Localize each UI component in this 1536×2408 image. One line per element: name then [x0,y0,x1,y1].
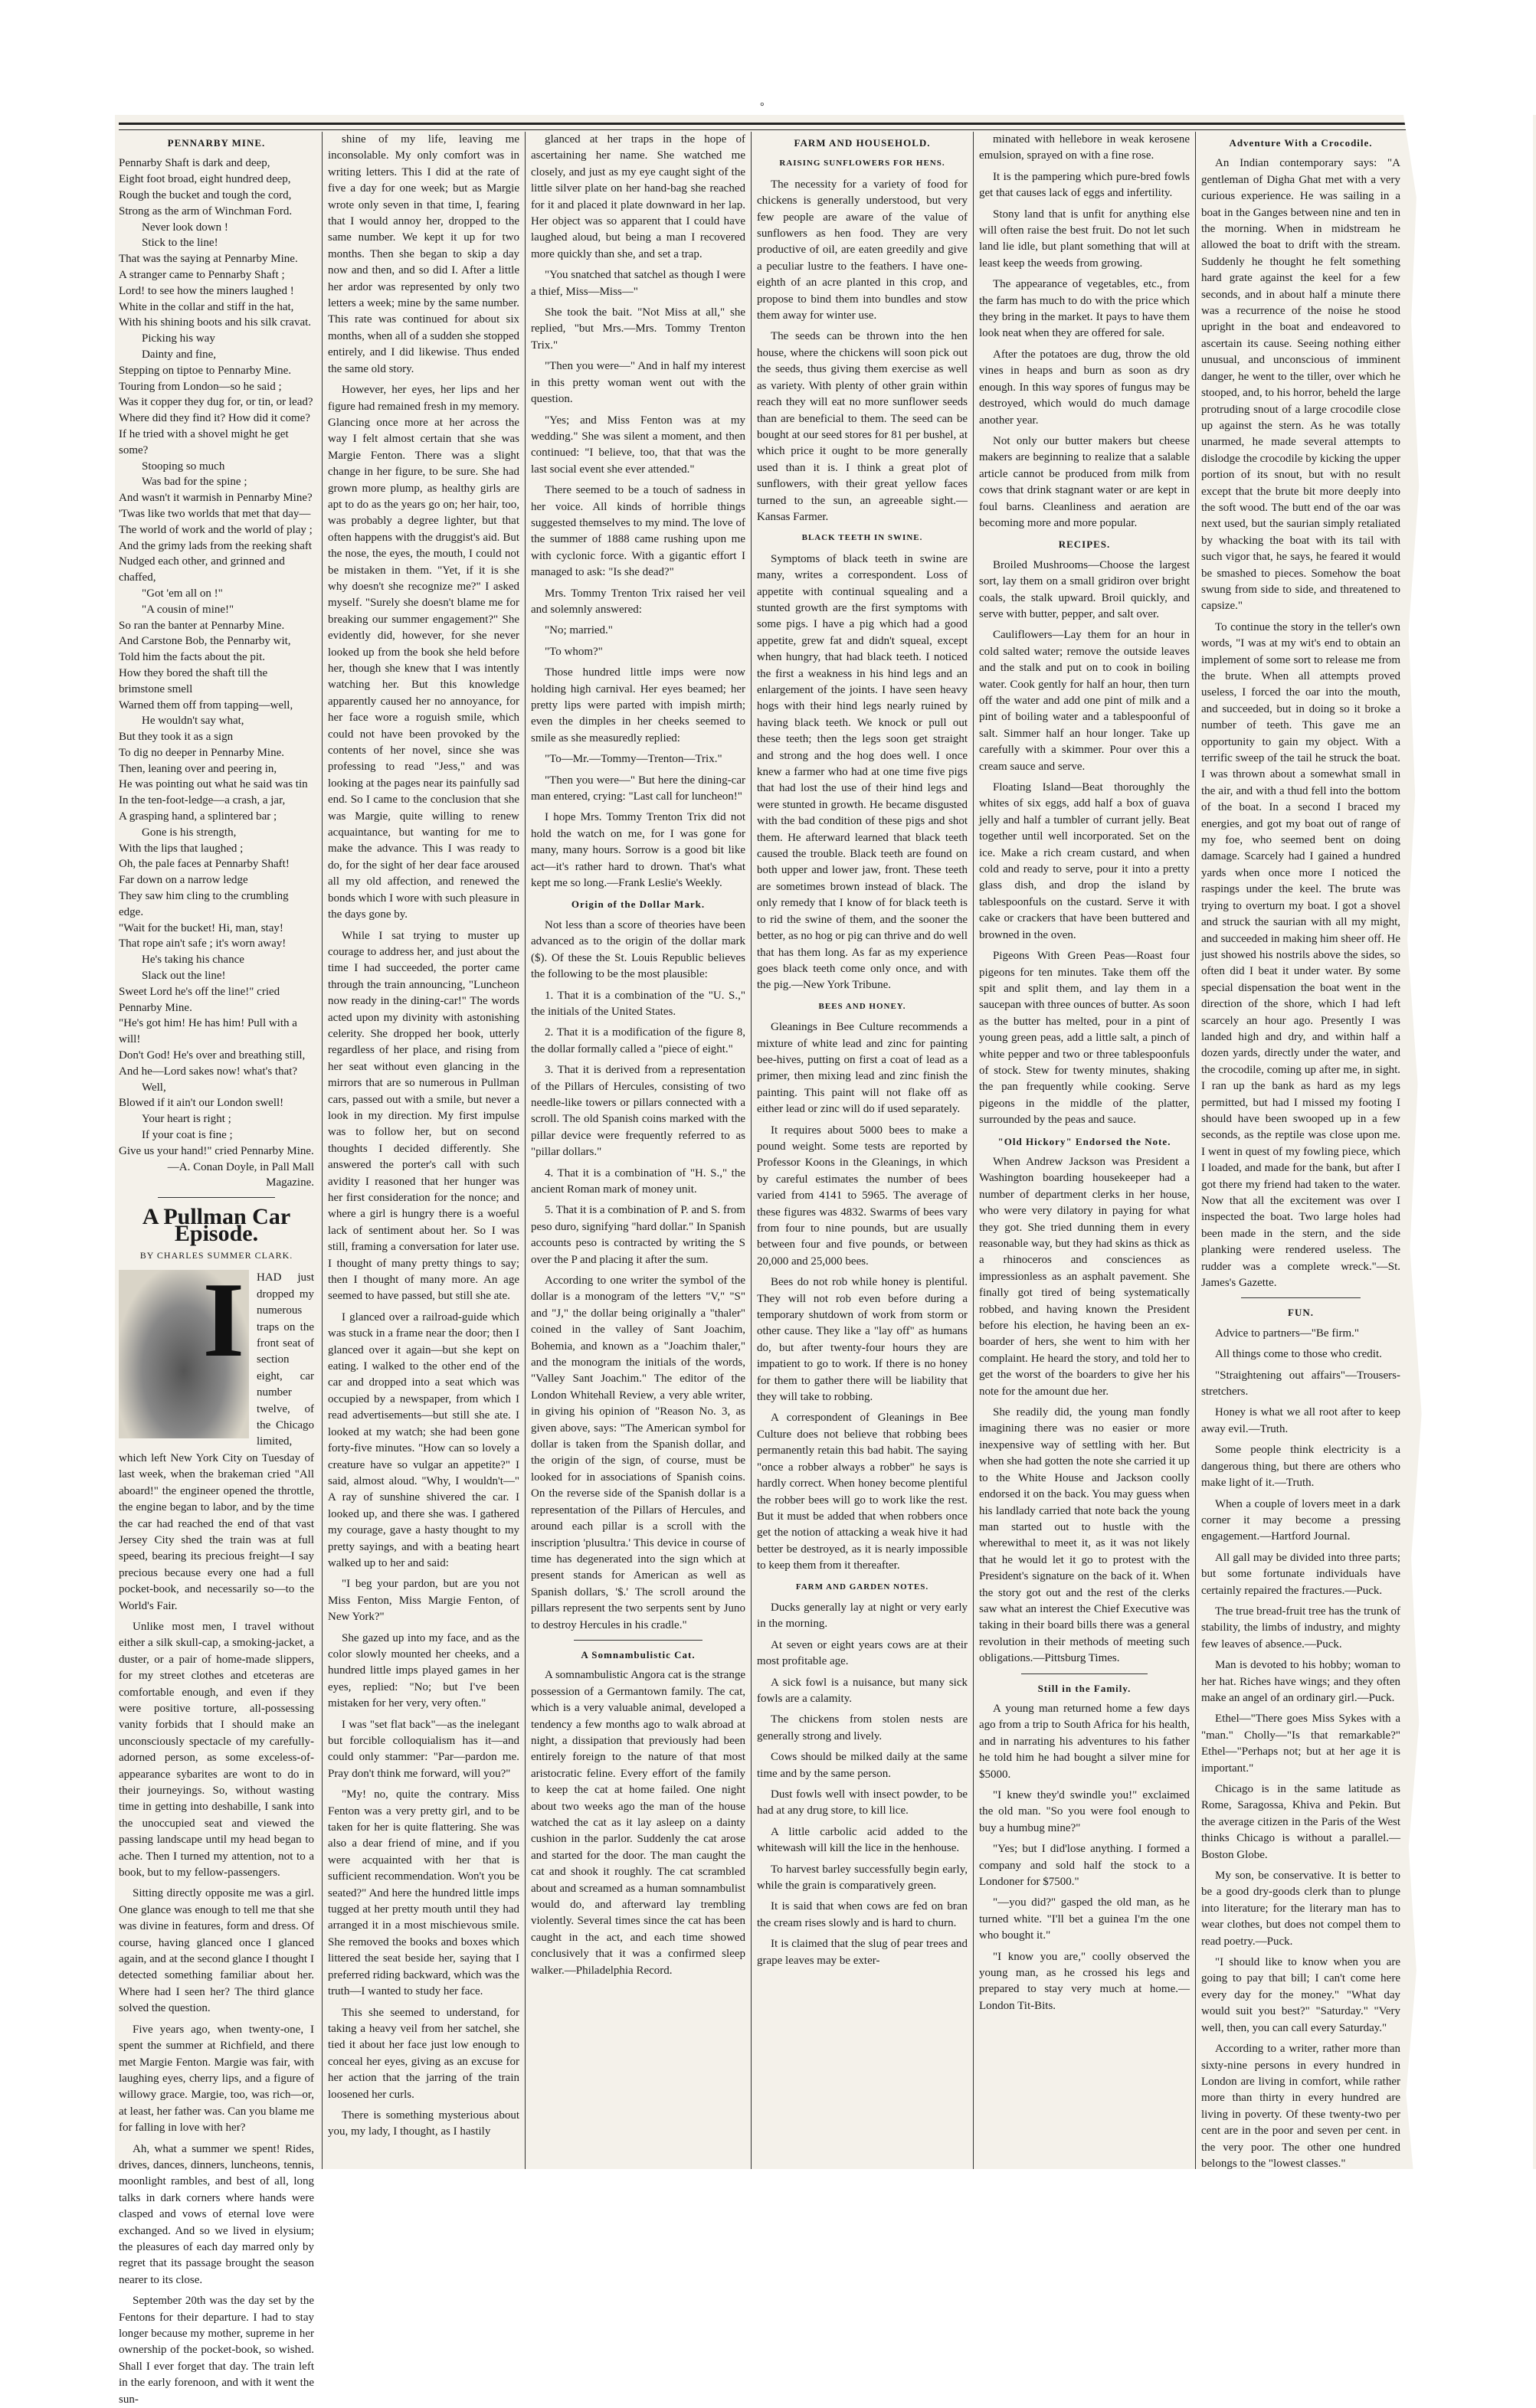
poem-line: And Carstone Bob, the Pennarby wit, [119,635,291,648]
paragraph: All things come to those who credit. [1215,1348,1382,1361]
paragraph: Man is devoted to his hobby; woman to her hat. Riches have wings; and they often make an angel of an ordinary girl.—Puck. [1201,1659,1400,1704]
poem-line: Don't God! He's over and breathing still, [119,1049,306,1062]
paragraph: She readily did, the young man fondly imagining there was no easier or more inexpensive way of settling with her. But when she had gotten the note she carried it up to the White House and Jackson coolly endorsed it on the back. You may guess when his landlady carried that note back the young man started out to hustle with the wherewithal to meet it, as it was not likely that he would let it go to protest with the President's signature on the back of it. When the story got out and the rest of the clerks saw what an interest the Chief Executive was taking in their board bills there was a general revolution in their methods of meeting such obligations.—Pittsburg Times. [979,1406,1190,1665]
torn-page-edge [1403,115,1533,2177]
poem-line: Well, [142,1081,166,1094]
paragraph: Honey is what we all root after to keep away evil.—Truth. [1201,1406,1400,1435]
paragraph: A little carbolic acid added to the whitewash will kill the lice in the henhouse. [757,1825,968,1855]
paragraph: "No; married." [545,624,613,637]
paragraph: Cows should be milked daily at the same time and by the same person. [757,1751,968,1780]
poem-line: To dig no deeper in Pennarby Mine. [119,746,284,759]
section-divider [574,1640,702,1641]
paragraph: An Indian contemporary says: "A gentleman of Digha Ghat met with a very curious experience. He was sailing in a boat in the Ganges between nine and ten in the morning. When in midstream he allowed the boat to drift with the stream. Suddenly he thought he felt something hard grate against the keel for a few seconds, and in about half a minute there was a recurrence of the noise he stood upright in the boat and endeavored to ascertain its cause. Seeing nothing either unusual, and unconscious of imminent danger, he went to the tiller, over which he stooped, and, to his horror, beheld the large protruding snout of a large crocodile close up against the stern. As he was totally unarmed, he made several attempts to dislodge the crocodile by kicking the upper portion of its snout, but with no result except that the brute bit more deeply into the soft wood. The butt end of the oar was next used, but the saurian simply retaliated by whacking the boat with its tail with such vigor that, he says, he feared it would be smashed to pieces. Somehow the boat swung from side to side, and threatened to capsize." [1201,157,1400,613]
paragraph: shine of my life, leaving me inconsolable. My only comfort was in writing letters. This I did at the rate of five a day for one week; but as Margie wrote only seven in that time, I, fearing that I would annoy her, dropped to the same number. We kept it up for two months. Then she began to skip a day now and then, and so did I. After a little her ardor was represented by only two letters a week; mine by the same number. This rate was continued for about six months, when all of a sudden she stopped entirely, and I did likewise. Thus ended the same old story. [328,133,519,375]
paragraph: "To—Mr.—Tommy—Trenton—Trix." [545,753,722,766]
paragraph: Five years ago, when twenty-one, I spent the summer at Richfield, and there met Margie Fenton. Margie was fair, with laughing eyes, cherry lips, and a figure of willowy grace. Margie, too, was rich—or, at least, her father was. Can you blame me for falling in love with her? [119,2023,314,2135]
column-rule [973,132,974,2169]
paragraph: Ducks generally lay at night or very early in the morning. [757,1601,968,1631]
poem-line: Sweet Lord he's off the line!" cried Pennarby Mine. [119,985,280,1014]
poem-line: "He's got him! He has him! Pull with a will! [119,1017,297,1046]
paragraph: Symptoms of black teeth in swine are many, writes a correspondent. Loss of appetite with continual squealing and a stunted growth are the first symptoms with some pigs. I have a pig which had a good appetite, grew fat and didn't squeal, except when hungry, that had black teeth. I noticed the first a weakness in his hind legs and an enlargement of the joints. I have seen heavy hogs with their hind legs nearly ruined by having black teeth. We knock or pull out these teeth; then the legs soon get straight and strong and the hog does well. I once knew a farmer who had at one time five pigs that had lost the use of their hind legs and were stunted in growth. He became disgusted with the bad condition of these pigs and shot them. He afterward learned that black teeth caused the trouble. Black teeth are found on both upper and lower jaw, front. These teeth are sometimes brown instead of black. The only remedy that I know of for black teeth is to rid the swine of them, and the sooner the better, as no hog or pig can thrive and do well that has them long. As far as my experience goes black teeth come only once, and with the pig.—New York Tribune. [757,552,968,992]
garden-notes [757,1600,968,1969]
paragraph: Advice to partners—"Be firm." [1215,1327,1360,1340]
paragraph: According to one writer the symbol of the dollar is a monogram of the letters "V," "S" and "J," the dollar being originally a "thaler" coined in the valley of Sant Joachim, Bohemia, and known as a "Joachim thaler," and the monogram the initials of the words, "Valley Sant Joachim." The editor of the London Whitehall Review, a very able writer, in giving his opinion of "Reason No. 3, as given above, says: "The American symbol for dollar is taken from the Spanish dollar, and the origin of the sign, of course, must be looked for in associations of Spanish coins. On the reverse side of the Spanish dollar is a representation of the Pillars of Hercules, and around each pillar is a scroll with the inscription 'plusultra.' This device in course of time has degenerated into the sign which at present stands for American as well as Spanish dollars, '$.' The scroll around the pillars represent the two serpents sent by Juno to destroy Hercules in his cradle." [531,1274,745,1631]
paragraph: The true bread-fruit tree has the trunk of stability, the limbs of industry, and mighty few leaves of absence.—Puck. [1201,1605,1400,1651]
poem-line: With the lips that laughed ; [119,842,244,855]
poem-line: Oh, the pale faces at Pennarby Shaft! [119,858,290,871]
paragraph: There seemed to be a touch of sadness in her voice. All kinds of horrible things suggested themselves to my mind. The love of the summer of 1888 came rushing upon me with cyclonic force. With a gigantic effort I managed to ask: "Is she dead?" [531,484,745,579]
poem-line: But they took it as a sign [119,731,234,744]
paragraph: All gall may be divided into three parts; but some fortunate individuals have certainly repaired the fractures.—Puck. [1201,1551,1400,1597]
black-teeth-article [757,551,968,994]
poem-line: If your coat is fine ; [142,1129,233,1142]
paragraph: It is said that when cows are fed on bran the cream rises slowly and is hard to churn. [757,1900,968,1929]
paragraph: glanced at her traps in the hope of ascertaining her name. She watched me closely, and just as my eye caught sight of the little silver plate on her hand-bag she reached for it and placed it plate downward in her lap. Her object was so apparent that I could have laughed aloud, but being a man I recovered more quickly than she, and set a trap. [531,133,745,260]
page-mark: ° [760,101,765,113]
poem-line: The world of work and the world of play ; [119,523,313,536]
paragraph: "You snatched that satchel as though I were a thief, Miss—Miss—" [531,269,745,298]
paragraph: 1. That it is a combination of the "U. S.," the initials of the United States. [531,989,745,1018]
farm-household-title: FARM AND HOUSEHOLD. [794,137,931,149]
paragraph: The seeds can be thrown into the hen house, where the chickens will soon pick out the seeds, thus giving them exercise as well as variety. With plenty of other grain within reach they will eat no more sunflower seeds than are beneficial to them. The seed can be bought at our seed stores for 81 per bushel, at which price it ought to be more generally used than it is. I think a great plot of sunflowers, with their great yellow faces turned to the sun, an agreeable sight.—Kansas Farmer. [757,330,968,523]
poem-line: A grasping hand, a splintered bar ; [119,810,277,823]
poem-line: Your heart is right ; [142,1113,231,1126]
paragraph: When Andrew Jackson was President a Washington boarding housekeeper had a number of department clerks in her house, who were very dilatory in paying for what they got. She tried dunning them in every reasonable way, but they had skins as thick as a rhinoceros and consciences as impressionless as an asphalt pavement. She finally got tired of being systematically robbed, and having known the President before his election, he having been an ex-boarder of hers, she went to him with her complaint. He heard the story, and told her to get the worst of the boarders to give her his note for the amount due her. [979,1155,1190,1398]
black-teeth-title: BLACK TEETH IN SWINE. [801,533,923,543]
fun-column [1201,1326,1400,2173]
paragraph: Not only our butter makers but cheese makers are beginning to realize that a salable article cannot be produced from milk from cows that drink stagnant water or are kept in foul barns. Cleanliness and aeration are becoming more and more popular. [979,434,1190,529]
bees-title: BEES AND HONEY. [818,1001,906,1011]
paragraph: This she seemed to understand, for taking a heavy veil from her satchel, she tied it about her face just low enough to conceal her eyes, giving as an excuse for her action that the jarring of the train loosened her curls. [328,2006,519,2101]
paragraph: According to a writer, rather more than sixty-nine persons in every hundred in London are living in comfort, while rather more than thirty in every hundred are living in poverty. Of these twenty-two per cent are in the poor and seven per cent. in the very poor. The other one hundred belongs to the "lowest classes." [1201,2043,1400,2170]
poem-line: He was pointing out what he said was tin [119,778,308,791]
paragraph: Pigeons With Green Peas—Roast four pigeons for ten minutes. Take them off the spit and split them, and lay them in a saucepan with three ounces of butter. As soon as the butter has melted, pour in a pint of young green peas, add a little salt, a pinch of white pepper and two or three tablespoonfuls of stock. Stew for twenty minutes, shaking the pan frequently while cooking. Serve pigeons in the middle of the platter, surrounded by the peas and sauce. [979,950,1190,1127]
poem-line: And he—Lord sakes now! what's that? [119,1065,298,1078]
poem-line: Slack out the line! [142,970,226,983]
poem-line: "Got 'em all on !" [142,587,223,600]
paragraph: 3. That it is derived from a representation of the Pillars of Hercules, consisting of two needle-like towers or pillars connected with a scroll. The old Spanish coins marked with the pillar device were frequently referred to as "pillar dollars." [531,1064,745,1159]
section-divider [1021,1673,1148,1674]
ruined-tower-illustration [119,1261,249,1438]
paragraph: A sick fowl is a nuisance, but many sick fowls are a calamity. [757,1676,968,1705]
cat-title: A Somnambulistic Cat. [581,1648,696,1660]
poem [119,155,314,1191]
column-3 [531,132,745,2169]
paragraph: I was "set flat back"—as the inelegant but forcible colloquialism has it—and could only stammer: "Par—pardon me. Pray don't think me forward, will you?" [328,1718,519,1780]
top-rule [119,123,1532,130]
paragraph: "Then you were—" And in half my interest in this pretty woman went out with the question. [531,360,745,406]
paragraph: Those hundred little imps were now holding high carnival. Her eyes beamed; her pretty lips were parted with impish mirth; even the dimples in her cheeks seemed to smile as she measuredly replied: [531,666,745,744]
sunflowers-title: RAISING SUNFLOWERS FOR HENS. [779,159,945,168]
column-6 [1201,132,1400,2169]
paragraph: A correspondent of Gleanings in Bee Culture does not believe that robbing bees permanently retain this bad habit. The saying "once a robber always a robber" he says is hardly correct. When honey become plentiful the robber bees will go to work like the rest. But it must be added that when robbers once get the notion of attacking a weak hive it had better be destroyed, as it is nearly impossible to keep them from it thereafter. [757,1412,968,1572]
story-byline: BY CHARLES SUMMER CLARK. [139,1250,293,1261]
paragraph: Ah, what a summer we spent! Rides, drives, dances, dinners, luncheons, tennis, moonlight rambles, and best of all, long talks in dark corners where hands were clasped and vows of eternal love were exchanged. And so we lived in elysium; the pleasures of each day marred only by regret that its passage brought the season nearer to its close. [119,2142,314,2286]
poem-line: And wasn't it warmish in Pennarby Mine? [119,492,313,505]
paragraph: "—you did?" gasped the old man, as he turned white. "I'll bet a guinea I'm the one who bought it." [979,1896,1190,1942]
paragraph: To harvest barley successfully begin early, while the grain is comparatively green. [757,1863,968,1893]
story-continued [531,132,745,892]
poem-line: How they bored the shaft till the brimstone smell [119,666,268,695]
paragraph: It requires about 5000 bees to make a pound weight. Some tests are reported by Professor Koons in the Gleanings, in which by careful estimates the number of bees varied from 4141 to 5965. The average of these figures was 4832. Swarms of bees vary from four to nine pounds, but are usually between four and five pounds, or between 20,000 and 25,000 bees. [757,1124,968,1268]
paragraph: Mrs. Tommy Trenton Trix raised her veil and solemnly answered: [531,587,745,616]
poem-line: "A cousin of mine!" [142,603,234,616]
paragraph: Some people think electricity is a dangerous thing, but there are others who make light of it.—Truth. [1201,1444,1400,1490]
column-5 [979,132,1190,2169]
poem-line: That was the saying at Pennarby Mine. [119,253,298,266]
drop-cap: I [202,1261,244,1380]
poem-line: Was it copper they dug for, or tin, or lead? [119,396,313,409]
poem-line: With his shining boots and his silk cravat. [119,316,312,329]
poem-line: They saw him cling to the crumbling edge. [119,890,289,918]
garden-notes-title: FARM AND GARDEN NOTES. [795,1582,929,1592]
paragraph: To continue the story in the teller's own words, "I was at my wit's end to obtain an implement of some sort to release me from the brute. When all attempts proved useless, I forced the oar into the mouth, and succeeded, but in doing so it broke a number of teeth. This gave me an opportunity to gain my object. With a terrific sweep of the tail he struck the boat. I was thrown about a somewhat small in the air, and with a thud fell into the bottom of the boat. In a second I braced my energies, and got my boat out of range of my foe, who seemed bent on doing damage. Scarcely had I gained a hundred yards when once more I noticed the raspings under the keel. The brute was trying to overturn my boat. I got a shovel and struck the saurian with all my might, and succeeded in making him sheer off. He just showed his nostrils above the sides, so often did I beat it under water. By some special dispensation the boat went in the direction of the shore, which I had left scarcely an hour ago. Presently I was landed high and dry, and within half a dozen yards, directly under the water, and the crocodile, coming up after me, in sight. I ran up the bank as hard as my legs permitted, but had I missed my footing I should have been swooped up in a few seconds, as the reptile was close upon me. I went in quest of my fowling piece, which I loaded, and made for the bank, but after I got there my friend had taken to the water. Now that all the excitement was over I inspected the boat. Two large holes had been made in the stern, and the side planking were rendered useless. The rudder was a complete wreck."—St. James's Gazette. [1201,620,1400,1290]
section-divider [158,1197,275,1198]
poem-line: Then, leaning over and peering in, [119,762,277,775]
poem-line: White in the collar and stiff in the hat, [119,300,294,313]
paragraph: Sitting directly opposite me was a girl. One glance was enough to tell me that she was divine in features, form and dress. Of course, having glanced once I glanced again, and at the second glance I thought I detected something familiar about her. Where had I seen her? The third glance solved the question. [119,1887,314,2015]
poem-line: So ran the banter at Pennarby Mine. [119,619,285,632]
paragraph: "I know you are," coolly observed the young man, as he crossed his legs and prepared to stay very much at home.—London Tit-Bits. [979,1950,1190,2012]
paragraph: When a couple of lovers meet in a dark corner it may become a pressing engagement.—Hartford Journal. [1201,1497,1400,1543]
column-rule [322,132,323,2169]
paragraph: My son, be conservative. It is better to be a good dry-goods clerk than to plunge into literature; for the literary man has to wear clothes, but does not compel them to read poetry.—Puck. [1201,1870,1400,1948]
paragraph: Unlike most men, I travel without either a silk skull-cap, a smoking-jacket, a duster, or a pair of home-made slippers, for my street clothes and etceteras are comfortable enough, and even if they were positive torture, all-possessing vanity forbids that I should make an unconsciously spectacle of my carefully-adorned person, as some exceless-of-appearance sybarites are wont to do in their journeyings. So, without wasting time in getting into deshabille, I sank into the unoccupied seat and viewed the passing landscape until my head began to ache. Then I turned my attention, not to a book, but to my fellow-passengers. [119,1620,314,1880]
column-1 [119,132,314,2406]
paragraph: Cauliflowers—Lay them for an hour in cold salted water; remove the outside leaves and the stalk and put on to cook in boiling water. Cook gently for half an hour, then turn off the water and add one pint of milk and a pint of boiling water and a tablespoonful of salt. Simmer half an hour longer. Take up carefully with a skimmer. Pour over this a cream sauce and serve. [979,629,1190,773]
story-title: A Pullman Car Episode. [142,1204,291,1246]
poem-line: In the ten-foot-ledge—a crash, a jar, [119,794,286,807]
paragraph: "My! no, quite the contrary. Miss Fenton was a very pretty girl, and to be taken for her is quite flattering. She was also a dear friend of mine, and if you were acquainted with her that is sufficient recommendation. Won't you be seated?" And here the hundred little imps tugged at her pretty mouth until they had arranged it in a most mischievous smile. She removed the books and boxes which littered the seat beside her, saying that I preferred riding backward, which was the truth—I wanted to study her face. [328,1788,519,1998]
paragraph: She took the bait. "Not Miss at all," she replied, "but Mrs.—Mrs. Tommy Trenton Trix." [531,306,745,352]
poem-line: Blowed if it ain't our London swell! [119,1097,284,1110]
paragraph: After the potatoes are dug, throw the old vines in heaps and burn as soon as dry enough. In this way spores of fungus may be destroyed, which would do much damage another year. [979,348,1190,427]
bees-article [757,1019,968,1574]
paragraph: "Straightening out affairs"—Trousers-stretchers. [1201,1369,1400,1399]
column-rule [751,132,752,2169]
paragraph: She gazed up into my face, and as the color slowly mounted her cheeks, and a hundred little imps played games in her eyes, replied: "No; but I've been mistaken for her very, very often." [328,1631,519,1710]
poem-line: Lord! to see how the miners laughed ! [119,284,294,297]
poem-line: Warned them off from tapping—well, [119,699,293,712]
poem-line: Eight foot broad, eight hundred deep, [119,173,291,186]
paragraph: "To whom?" [545,645,603,658]
poem-line: 'Twas like two worlds that met that day— [119,507,311,520]
farm-notes-continued [979,132,1190,532]
poem-line: Touring from London—so he said ; [119,380,282,393]
paragraph: The necessity for a variety of food for chickens is generally understood, but very few people are aware of the value of sunflowers as hen food. They are very productive of oil, are eaten greedily and give a peculiar lustre to the feathers. I have one-eighth of an acre planted in this crop, and propose to bind them into bundles and stow them away for winter use. [757,178,968,322]
paragraph: 2. That it is a modification of the figure 8, the dollar formally called a "piece of eight." [531,1026,745,1055]
paragraph: However, her eyes, her lips and her figure had remained fresh in my memory. Glancing once more at her across the way I felt almost certain that she was Margie Fenton. There was a slight change in her figure, to be sure. She had grown more plump, as healthy girls are apt to do as the years go on; her hair, too, was probably a degree lighter, but that often happens with the druggist's aid. But the nose, the eyes, the mouth, I could not be mistaken in them. "Yet, if it is she why doesn't she recognize me?" I asked myself. "Surely she doesn't blame me for breaking our summer engagement?" She evidently did, however, for she never looked up from the book she held before her, though she knew that I was intently watching her. But this knowledge apparently caused her no annoyance, for her face wore a roguish smile, which could not have been provoked by the contents of her novel, since she was professing to read "Jess," and was looking at the pages near its painfully sad end. So I came to the conclusion that she was Margie, quite willing to renew acquaintance, but wanting for me to make the advance. This I was ready to do, for the sight of her dear face aroused all my old affection, and renewed the bonds which I wore with such pleasure in the days gone by. [328,384,519,921]
old-hickory-title: "Old Hickory" Endorsed the Note. [997,1135,1171,1147]
sunflowers-article [757,177,968,526]
paragraph: Chicago is in the same latitude as Rome, Saragossa, Khiva and Pekin. But the average citizen in the Paris of the West thinks Chicago is without a parallel.—Boston Globe. [1201,1783,1400,1861]
old-hickory-article [979,1154,1190,1667]
poem-line: Told him the facts about the pit. [119,651,265,664]
paragraph: Floating Island—Beat thoroughly the whites of six eggs, add half a box of guava jelly and half a tumbler of currant jelly. Beat together until well incorporated. Set on the ice. Make a rich cream custard, and when cold and ready to serve, pour it into a pretty glass dish, and drop the island by tablespoonfuls on the custard. Serve it with cake or crackers that have been buttered and browned in the oven. [979,781,1190,941]
paragraph: "I beg your pardon, but are you not Miss Fenton, Miss Margie Fenton, of New York?" [328,1578,519,1624]
column-2 [328,132,519,2169]
poem-line: "Wait for the bucket! Hi, man, stay! [119,921,283,934]
story-continued [328,132,519,2141]
paragraph: Broiled Mushrooms—Choose the largest sort, lay them on a small gridiron over bright coals, the stalk upward. Broil quickly, and serve with butter, pepper, and salt over. [979,558,1190,620]
paragraph: "Yes; and Miss Fenton was at my wedding." She was silent a moment, and then continued: "I believe, too, that that was the last social event she ever attended." [531,414,745,476]
poem-line: Strong as the arm of Winchman Ford. [119,204,293,218]
paragraph: September 20th was the day set by the Fentons for their departure. I had to stay longer because my mother, supreme in her ownership of the pocket-book, so wished. Shall I ever forget that day. The train left in the early forenoon, and with it went the sun- [119,2295,314,2406]
poem-title: PENNARBY MINE. [167,137,266,149]
paragraph: There is something mysterious about you, my lady, I thought, as I hastily [328,2109,519,2138]
poem-line: Give us your hand!" cried Pennarby Mine. [119,1144,314,1157]
paragraph: A somnambulistic Angora cat is the strange possession of a Germantown family. The cat, which is a very valuable animal, developed a tendency a few months ago to walk abroad at night, a dissipation that previously had been entirely foreign to the nature of that most aristocratic feline. Every effort of the family to keep the cat at home failed. One night about two weeks ago the man of the house watched the cat as it lay asleep on a dainty cushion in the parlor. Suddenly the cat arose and started for the door. The man caught the cat and shook it roughly. The cat scrambled about and screamed as a human somnambulist would do, and afterward lay trembling violently. Several times since the cat has been caught in the act, and each time showed conclusively that it was a confirmed sleep walker.—Philadelphia Record. [531,1669,745,1977]
poem-line: Far down on a narrow ledge [119,874,248,887]
poem-line: Stooping so much [142,460,225,473]
poem-line: And the grimy lads from the reeking shaft [119,539,313,552]
paragraph: Not less than a score of theories have been advanced as to the origin of the dollar mark ($). Of these the St. Louis Republic believes the following to be the most plausible: [531,918,745,981]
still-in-family-title: Still in the Family. [1037,1682,1132,1694]
still-in-family-article [979,1701,1190,2014]
poem-line: Gone is his strength, [142,826,237,839]
poem-line: Stick to the line! [142,237,218,250]
poem-line: Never look down ! [142,221,228,234]
poem-line: Nudged each other, and grinned and chaffed, [119,555,285,584]
paragraph: The appearance of vegetables, etc., from the farm has much to do with the price which they bring in the market. It pays to have them look neat when they are offered for sale. [979,278,1190,340]
crocodile-title: Adventure With a Crocodile. [1229,137,1373,149]
poem-line: Picking his way [142,332,215,345]
dollar-mark-article [531,918,745,1634]
paragraph: A young man returned home a few days ago from a trip to South Africa for his health, and in narrating his adventures to his father he told him he had bought a silver mine for $5000. [979,1702,1190,1781]
poem-line: Rough the bucket and tough the cord, [119,189,292,201]
paragraph: minated with hellebore in weak kerosene emulsion, sprayed on with a fine rose. [979,133,1190,162]
story-body [119,1270,314,2408]
poem-line: He wouldn't say what, [142,715,244,728]
paragraph: While I sat trying to muster up courage to address her, and just about the time I had succeeded, the porter came through the train announcing, "Luncheon now ready in the dining-car!" The words acted upon my divinity with astonishing celerity. She dropped her book, utterly regardless of her place, and rising from her seat without even glancing in the mirrors that are so numerous in Pullman cars, passed out with a smile, but never a look in my direction. My first impulse was to follow her, but on second thoughts I decided differently. She answered the porter's call with such avidity I reasoned that her hunger was her first consideration for the nonce; and where a girl is hungry there is a woeful lack of sentiment about her. So I was still, framing a conversation for later use. I thought of many pretty things to say; then I thought of many more. An age seemed to have passed, but still she ate. [328,929,519,1303]
poem-line: —A. Conan Doyle, in Pall Mall Magazine. [167,1160,314,1189]
dollar-mark-title: Origin of the Dollar Mark. [571,898,706,911]
paragraph: "Yes; but I did'lose anything. I formed a company and sold half the stock to a Londoner for $7500." [979,1843,1190,1889]
poem-line: He's taking his chance [142,954,244,967]
column-rule [1195,132,1196,2169]
paragraph: "I should like to know when you are going to pay that bill; I can't come here every day for the money." "What day would suit you best?" "Saturday." "Very well, then, you can call every Saturday." [1201,1956,1400,2034]
paragraph: HAD just dropped my numerous traps on the front seat of section eight, car number twelve, of the Chicago limited, which left New York City on Tuesday of last week, when the brakeman cried "All aboard!" the engineer opened the throttle, the engine began to labor, and by the time the car had reached the end of that vast Jersey City shed the train was at full speed, bearing its precious freight—I say precious because every one had a full pocket-book, and necessarily so—to the World's Fair. [119,1271,314,1612]
crocodile-article [1201,155,1400,1291]
paragraph: "Then you were—" But here the dining-car man entered, crying: "Last call for luncheon!" [531,774,745,803]
paragraph: 5. That it is a combination of P. and S. from peso duro, signifying "hard dollar." In Spanish accounts peso is contracted by writing the S over the P and placing it after the sum. [531,1204,745,1266]
cat-article [531,1667,745,1979]
paragraph: 4. That it is a combination of "H. S.," the ancient Roman mark of money unit. [531,1166,745,1196]
column-rule [525,132,526,2169]
paragraph: The chickens from stolen nests are generally strong and lively. [757,1713,968,1742]
poem-line: If he tried with a shovel might he get some? [119,427,289,456]
poem-line: Dainty and fine, [142,348,217,361]
paragraph: It is claimed that the slug of pear trees and grape leaves may be exter- [757,1938,968,1967]
section-divider [1241,1297,1361,1298]
fun-title: FUN. [1288,1307,1314,1319]
paragraph: Gleanings in Bee Culture recommends a mixture of white lead and zinc for painting bee-hives, putting on first a coat of lead as a primer, then mixing lead and zinc finish the painting. This paint will not flake off as either lead or zinc will do if used separately. [757,1021,968,1116]
poem-line: Pennarby Shaft is dark and deep, [119,157,270,170]
paragraph: Bees do not rob while honey is plentiful. They will not rob even before during a temporary shutdown of work from storm or other cause. They like a "lay off" as humans do, but after twenty-four hours they are impatient to go to work. If there is no honey for them to gather there will be liability that they will take to robbing. [757,1276,968,1404]
paragraph: "I knew they'd swindle you!" exclaimed the old man. "So you were fool enough to buy a humbug mine?" [979,1789,1190,1834]
poem-line: Where did they find it? How did it come? [119,412,310,425]
column-4 [757,132,968,2169]
poem-line: Was bad for the spine ; [142,476,247,489]
paragraph: I glanced over a railroad-guide which was stuck in a frame near the door; then I glanced over it again—but she kept on eating. I walked to the other end of the car and dropped into a seat which was occupied by a newspaper, from which I read advertisements—but still she ate. I looked at my watch; she had been gone forty-five minutes. "How can so lovely a creature have so vulgar an appetite?" I said, almost aloud. "Why, I wouldn't—" A ray of sunshine shivered the car. I looked up, and there she was. I gathered my courage, gave a hasty thought to my pretty sayings, and with a beating heart walked up to her and said: [328,1310,519,1569]
paragraph: At seven or eight years cows are at their most profitable age. [757,1638,968,1668]
poem-line: Stepping on tiptoe to Pennarby Mine. [119,364,291,377]
paragraph: It is the pampering which pure-bred fowls get that causes lack of eggs and infertility. [979,170,1190,200]
recipes [979,558,1190,1129]
poem-line: A stranger came to Pennarby Shaft ; [119,268,285,281]
paragraph: Dust fowls well with insect powder, to be had at any drug store, to kill lice. [757,1788,968,1817]
paragraph: Ethel—"There goes Miss Sykes with a "man." Cholly—"Is that remarkable?" Ethel—"Perhaps not; but at her age it is important." [1201,1713,1400,1775]
poem-line: That rope ain't safe ; it's worn away! [119,937,287,950]
paragraph: I hope Mrs. Tommy Trenton Trix did not hold the watch on me, for I was gone for many, many hours. Sorrow is a good bit like act—it's rather hard to drown. That's what kept me so long.—Frank Leslie's Weekly. [531,811,745,890]
recipes-title: RECIPES. [1058,538,1111,551]
paragraph: Stony land that is unfit for anything else will often raise the best fruit. Do not let such land lie idle, but plant something that will at least keep the weeds from growing. [979,208,1190,270]
